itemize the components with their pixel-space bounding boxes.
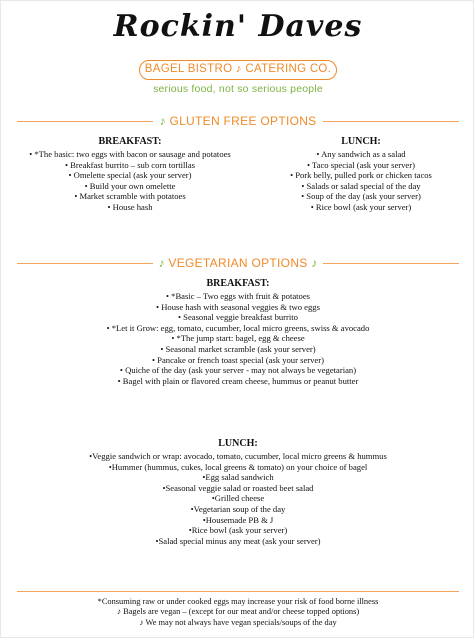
gluten-free-breakfast-heading: BREAKFAST:	[98, 136, 162, 147]
list-item: •Grilled cheese	[211, 493, 265, 504]
gluten-free-lunch-heading: LUNCH:	[341, 136, 381, 147]
section-title-gluten-free	[1, 114, 474, 128]
footer-note: ♪ Bagels are vegan – (except for our meat and/or cheese topped options)	[116, 607, 360, 617]
list-item: • *The jump start: bagel, egg & cheese	[171, 333, 305, 344]
list-item: • Salads or salad special of the day	[301, 180, 421, 191]
list-item: •Salad special minus any meat (ask your server)	[155, 535, 321, 546]
list-item: •Seasonal veggie salad or roasted beet salad	[162, 482, 314, 493]
vegetarian-lunch-heading: LUNCH:	[218, 438, 258, 449]
list-item: • Any sandwich as a salad	[316, 149, 406, 159]
gluten-free-lunch	[263, 135, 459, 213]
gluten-free-breakfast	[15, 135, 245, 213]
list-item: • Build your own omelette	[84, 180, 176, 191]
list-item: • Pancake or french toast special (ask your server)	[152, 354, 324, 365]
vegetarian-breakfast-heading: BREAKFAST:	[206, 278, 270, 289]
list-item: • Breakfast burrito – sub corn tortillas	[65, 159, 195, 170]
section-title-vegetarian	[1, 256, 474, 270]
list-item: • House hash	[107, 201, 153, 212]
list-item: •Rice bowl (ask your server)	[188, 525, 288, 536]
list-item: •Egg salad sandwich	[202, 472, 274, 483]
music-note-icon: ♪	[311, 256, 318, 270]
list-item: • Taco special (ask your server)	[307, 159, 415, 170]
list-item: • *Basic – Two eggs with fruit & potatoes	[165, 291, 311, 301]
logo	[1, 1, 474, 53]
list-item: • Soup of the day (ask your server)	[301, 191, 421, 202]
list-item: • Market scramble with potatoes	[74, 191, 186, 202]
list-item: •Veggie sandwich or wrap: avocado, tomato, cucumber, local micro greens & hummus	[89, 451, 387, 461]
section-title-gluten-free-text: GLUTEN FREE OPTIONS	[169, 114, 317, 128]
brand-banner: BAGEL BISTRO ♪ CATERING CO.	[139, 60, 337, 80]
list-item: • Seasonal market scramble (ask your server)	[160, 343, 316, 354]
list-item: • Pork belly, pulled pork or chicken tacos	[290, 170, 432, 181]
list-item: •Vegetarian soup of the day	[190, 503, 286, 514]
list-item: • *Let it Grow: egg, tomato, cucumber, local micro greens, swiss & avocado	[106, 322, 370, 333]
list-item: •Hummer (hummus, cukes, local greens & tomato) on your choice of bagel	[108, 461, 368, 472]
tagline: serious food, not so serious people	[153, 83, 323, 95]
music-note-icon: ♪	[158, 256, 165, 270]
list-item: •Housemade PB & J	[202, 514, 274, 525]
list-item: • Omelette special (ask your server)	[68, 170, 192, 181]
music-note-icon: ♪	[159, 114, 166, 128]
list-item: • Seasonal veggie breakfast burrito	[178, 312, 298, 323]
list-item: • Rice bowl (ask your server)	[310, 201, 412, 212]
logo-wordmark: Rockin' Daves	[113, 9, 363, 44]
footer-note: ♪ We may not always have vegan specials/soups of the day	[139, 617, 337, 627]
footer-note: *Consuming raw or under cooked eggs may increase your risk of food borne illness	[97, 597, 379, 606]
vegetarian-breakfast	[1, 277, 474, 386]
list-item: • Quiche of the day (ask your server - may not always be vegetarian)	[119, 365, 357, 376]
footer-notes	[1, 597, 474, 628]
list-item: • *The basic: two eggs with bacon or sausage and potatoes	[29, 149, 231, 159]
footer-divider	[17, 591, 459, 592]
vegetarian-lunch	[1, 437, 474, 546]
list-item: • House hash with seasonal veggies & two eggs	[156, 301, 320, 312]
section-title-vegetarian-text: VEGETARIAN OPTIONS	[168, 256, 308, 270]
list-item: • Bagel with plain or flavored cream cheese, hummus or peanut butter	[117, 375, 359, 386]
